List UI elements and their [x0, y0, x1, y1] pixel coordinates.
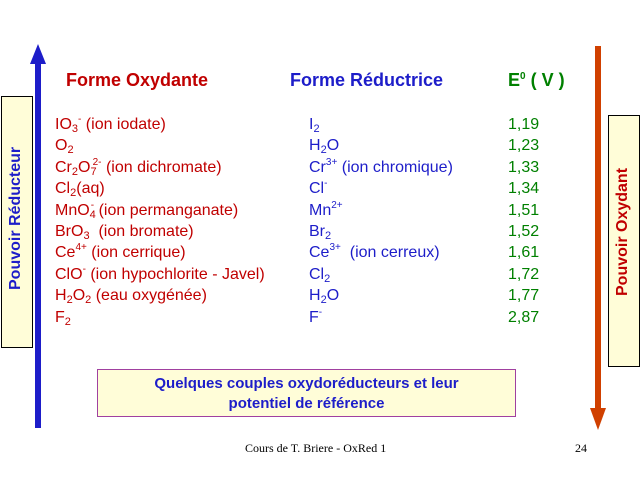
potential-value: 1,33: [508, 158, 540, 176]
ox-row: $Cl_2(aq)$: [55, 180, 105, 200]
red-row: F-: [309, 306, 323, 326]
ox-row: $Ce^{4+}$ (ion cerrique): [55, 242, 186, 262]
red-row: $H_2O$: [309, 287, 340, 307]
potential-value: 1,23: [508, 137, 540, 155]
oxidant-column: [55, 114, 265, 328]
footer-course: Cours de T. Briere - OxRed 1: [245, 441, 387, 455]
ox-row: MnO$_4$- (ion permanganate): [55, 199, 239, 221]
red-row: $Cr^{3+}$ (ion chromique): [309, 156, 453, 176]
potential-value: 1,61: [508, 244, 540, 262]
caption-line-2: potentiel de référence: [228, 395, 385, 412]
header-potentiel: [508, 70, 565, 91]
potential-column: [508, 114, 539, 328]
caption-line-1: Quelques couples oxydoréducteurs et leur: [154, 375, 459, 392]
ox-row: $IO_3^-$ (ion iodate): [55, 114, 166, 135]
potential-value: 1,52: [508, 222, 540, 240]
red-row: Cl-: [309, 178, 328, 198]
header-potentiel-sup: 0: [520, 71, 526, 82]
red-row: $Br_2$: [309, 222, 332, 242]
potential-value: 1,77: [508, 287, 540, 305]
header-potentiel-unit: ( V ): [525, 70, 565, 90]
header-reductrice: Forme Réductrice: [290, 70, 444, 90]
potential-value: 1,72: [508, 265, 540, 283]
caption-box: [97, 369, 516, 417]
red-row: $Ce^{3+}$ (ion cerreux): [309, 242, 440, 262]
left-label: Pouvoir Réducteur: [7, 146, 24, 290]
ox-row: ClO- (ion hypochlorite - Javel): [55, 263, 265, 283]
ox-row: $O_2$: [55, 137, 74, 157]
footer-page-number: 24: [575, 441, 587, 455]
reducer-column: [309, 114, 453, 328]
ox-row: $F_2$: [55, 308, 71, 328]
red-row: $Mn^{2+}$: [309, 199, 343, 219]
oxidizing-power-arrow: [588, 46, 608, 430]
ox-row: $H_2O_2$ (eau oxygénée): [55, 287, 207, 307]
ox-row: BrO$_3$ (ion bromate): [55, 222, 194, 242]
red-row: $I_2$: [309, 116, 320, 135]
potential-value: 1,34: [508, 180, 540, 198]
ox-row: $Cr_2O_7^{2-}$ (ion dichromate): [55, 156, 222, 178]
red-row: $H_2O$: [309, 137, 340, 157]
header-potentiel-main: E: [508, 70, 521, 90]
potential-value: 2,87: [508, 308, 540, 326]
header-oxydante: Forme Oxydante: [66, 70, 209, 90]
potential-value: 1,19: [508, 116, 540, 133]
red-row: $Cl_2$: [309, 265, 331, 285]
right-label: Pouvoir Oxydant: [614, 167, 631, 296]
potential-value: 1,51: [508, 201, 540, 219]
